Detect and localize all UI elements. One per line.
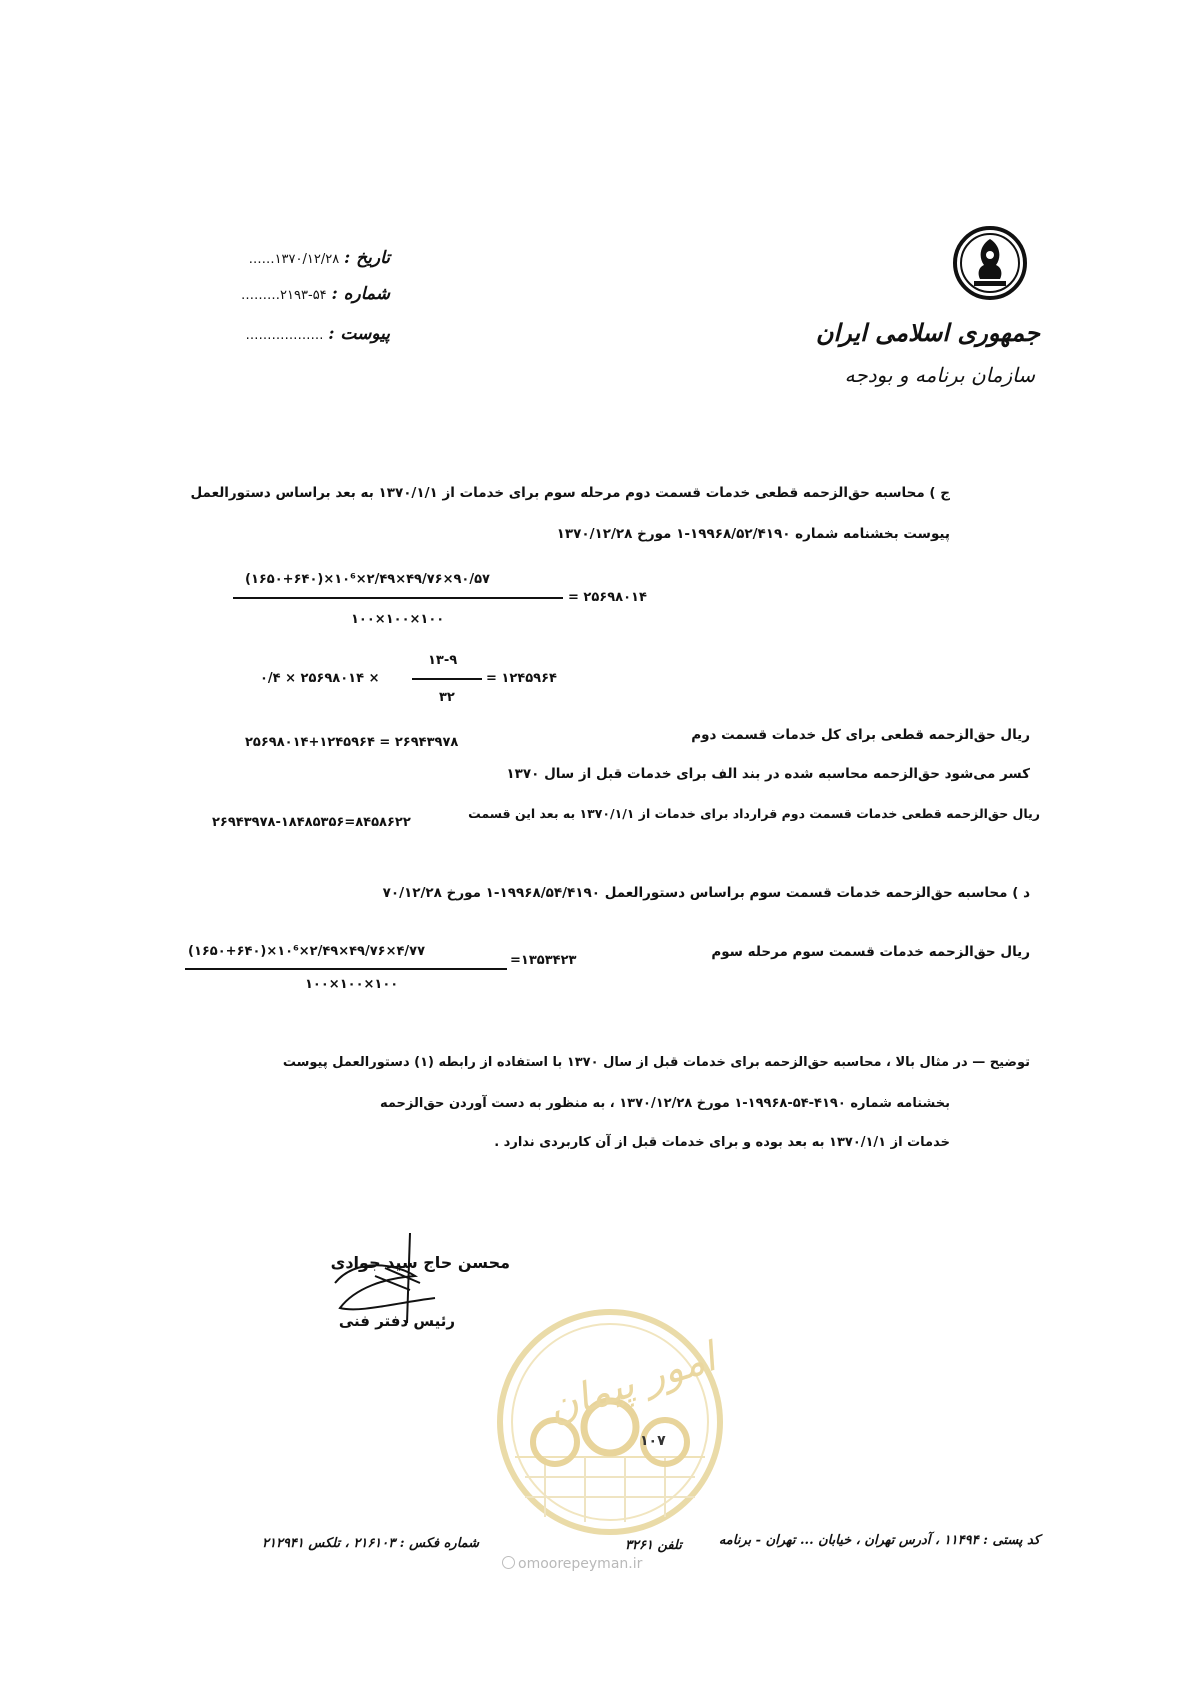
c-total-label: ریال حق‌الزحمه قطعی برای کل خدمات قسمت دوم xyxy=(691,727,1030,743)
number-value: ۵۴-۲۱۹۳ xyxy=(280,288,327,303)
formula3-fraction-bar xyxy=(185,968,507,970)
c-final-label: ریال حق‌الزحمه قطعی خدمات قسمت دوم قرارداد برای خدمات از ۱۳۷۰/۱/۱ به بعد این قسمت xyxy=(468,806,1040,821)
c-total-formula: ۲۵۶۹۸۰۱۴+۱۲۴۵۹۶۴ = ۲۶۹۴۳۹۷۸ xyxy=(245,735,459,750)
at-icon xyxy=(502,1556,515,1569)
formula2-fraction-bar xyxy=(412,678,482,680)
formula1-result: = ۲۵۶۹۸۰۱۴ xyxy=(568,590,647,605)
section-c-line2: پیوست بخشنامه شماره ۱۹۹۶۸/۵۲/۴۱۹۰-۱ مورخ ۱۳۷۰/۱۲/۲۸ xyxy=(556,526,950,542)
org-name: جمهوری اسلامی ایران xyxy=(815,318,1040,347)
formula2-left: ۰/۴ × ۲۵۶۹۸۰۱۴ × xyxy=(260,671,380,686)
formula2-result: = ۱۲۴۵۹۶۴ xyxy=(486,671,557,686)
watermark-site xyxy=(502,1556,642,1572)
c-final-formula: ۲۶۹۴۳۹۷۸-۱۸۴۸۵۳۵۶=۸۴۵۸۶۲۲ xyxy=(212,815,411,830)
meta-number: شماره : ۵۴-۲۱۹۳……… xyxy=(241,284,390,304)
footer-address: کد پستی : ۱۱۴۹۴ ، آدرس تهران ، خیابان ... تهران - برنامه xyxy=(718,1533,1040,1548)
number-label: شماره : xyxy=(331,284,390,304)
attach-label: پیوست : xyxy=(328,324,390,344)
formula2-denominator: ۳۲ xyxy=(439,690,455,705)
note-line3: خدمات از ۱۳۷۰/۱/۱ به بعد بوده و برای خدمات قبل از آن کاربردی ندارد . xyxy=(494,1135,950,1150)
seal-number: ۱۰۷ xyxy=(640,1433,666,1449)
note-line1: توضیح — در مثال بالا ، محاسبه حق‌الزحمه برای خدمات قبل از سال ۱۳۷۰ با استفاده از رابطه (۱) دستورالعمل پیوست xyxy=(282,1055,1030,1070)
formula3-result: =۱۳۵۳۴۲۳ xyxy=(510,953,577,968)
formula3-numerator: (۱۶۵۰+۶۴۰)×۱۰⁶×۲/۴۹×۴۹/۷۶×۴/۷۷ xyxy=(188,944,426,959)
formula3-denominator: ۱۰۰×۱۰۰×۱۰۰ xyxy=(305,977,399,992)
seal-text: امور پیمان xyxy=(542,1334,721,1432)
formula1-fraction-bar xyxy=(233,597,563,599)
note-line2: بخشنامه شماره ۴۱۹۰-۵۴-۱۹۹۶۸-۱ مورخ ۱۳۷۰/۱۲/۲۸ ، به منظور به دست آوردن حق‌الزحمه xyxy=(379,1096,950,1111)
signatory-name: محسن حاج سید جوادی xyxy=(330,1253,510,1272)
footer-fax: شماره فکس : ۲۱۶۱۰۳ ، تلکس ۲۱۲۹۴۱ xyxy=(262,1536,480,1551)
meta-attach: پیوست : ……………… xyxy=(245,324,390,344)
watermark-site-text: omoorepeyman.ir xyxy=(518,1556,643,1572)
section-d-line1: د ) محاسبه حق‌الزحمه خدمات قسمت سوم براساس دستورالعمل ۱۹۹۶۸/۵۴/۴۱۹۰-۱ مورخ ۷۰/۱۲/۲۸ xyxy=(382,885,1030,901)
formula1-numerator: (۱۶۵۰+۶۴۰)×۱۰⁶×۲/۴۹×۴۹/۷۶×۹۰/۵۷ xyxy=(245,572,490,587)
meta-date: تاریخ : ۱۳۷۰/۱۲/۲۸…… xyxy=(248,248,390,268)
footer-phone: تلفن ۳۲۶۱ xyxy=(625,1538,682,1553)
date-value: ۱۳۷۰/۱۲/۲۸ xyxy=(274,252,340,267)
signatory-title: رئیس دفتر فنی xyxy=(338,1312,455,1330)
national-emblem-icon xyxy=(952,225,1028,301)
formula1-denominator: ۱۰۰×۱۰۰×۱۰۰ xyxy=(351,612,445,627)
section-c-line1: ج ) محاسبه حق‌الزحمه قطعی خدمات قسمت دوم مرحله سوم برای خدمات از ۱۳۷۰/۱/۱ به بعد براساس دستورالعمل xyxy=(190,485,950,501)
c-deduct: کسر می‌شود حق‌الزحمه محاسبه شده در بند الف برای خدمات قبل از سال ۱۳۷۰ xyxy=(506,766,1030,782)
org-unit: سازمان برنامه و بودجه xyxy=(844,363,1035,387)
d-label: ریال حق‌الزحمه خدمات قسمت سوم مرحله سوم xyxy=(711,944,1030,960)
date-label: تاریخ : xyxy=(343,248,390,268)
formula2-numerator: ۱۳-۹ xyxy=(428,653,458,668)
